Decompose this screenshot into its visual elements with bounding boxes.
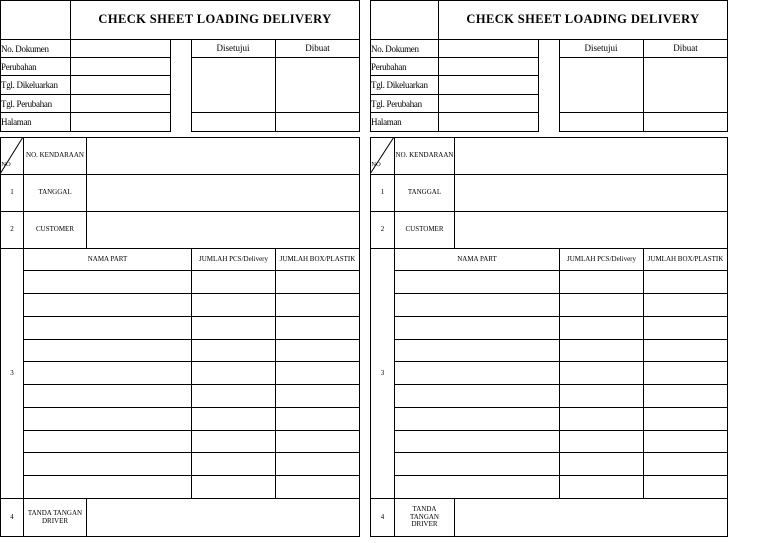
driver-signature-label: TANDA TANGAN DRIVER — [410, 504, 439, 529]
customer-field[interactable] — [87, 212, 359, 248]
approved-signature-box[interactable] — [192, 58, 275, 112]
customer-label: CUSTOMER — [36, 225, 74, 234]
part-name-header: NAMA PART — [457, 254, 497, 263]
date-field[interactable] — [455, 175, 727, 211]
pcs-per-delivery-header: JUMLAH PCS/Delivery — [566, 254, 637, 263]
driver-signature-field[interactable] — [87, 499, 359, 536]
row-number-1: 1 — [10, 188, 14, 197]
made-signature-box[interactable] — [644, 58, 727, 112]
form-title: CHECK SHEET LOADING DELIVERY — [466, 11, 700, 26]
page-label: Halaman — [1, 117, 32, 127]
vehicle-number-label: NO. KENDARAAN — [395, 151, 454, 160]
revision-label: Perubahan — [1, 61, 37, 72]
made-signature-box[interactable] — [276, 58, 359, 112]
customer-field[interactable] — [455, 212, 727, 248]
revision-label: Perubahan — [371, 61, 407, 72]
box-plastic-header: JUMLAH BOX/PLASTIK — [647, 254, 724, 263]
vehicle-number-field[interactable] — [455, 138, 727, 174]
doc-number-field[interactable] — [71, 40, 170, 57]
doc-number-field[interactable] — [439, 40, 538, 57]
row-number-4: 4 — [10, 512, 14, 521]
form-title: CHECK SHEET LOADING DELIVERY — [98, 11, 332, 26]
page-label: Halaman — [371, 117, 402, 127]
revision-date-label: Tgl. Perubahan — [371, 98, 422, 109]
made-label: Dibuat — [305, 42, 330, 53]
no-label: NO — [371, 161, 381, 169]
revision-date-label: Tgl. Perubahan — [1, 98, 52, 109]
pcs-per-delivery-header: JUMLAH PCS/Delivery — [198, 254, 269, 263]
doc-number-label: No. Dokumen — [371, 43, 419, 54]
box-plastic-header: JUMLAH BOX/PLASTIK — [279, 254, 356, 263]
made-label: Dibuat — [673, 42, 698, 53]
approved-label: Disetujui — [216, 42, 250, 53]
date-label: TANGGAL — [407, 188, 442, 197]
driver-signature-field[interactable] — [455, 499, 727, 536]
part-name-header: NAMA PART — [87, 254, 128, 263]
issue-date-label: Tgl. Dikeluarkan — [1, 80, 58, 90]
driver-signature-label: TANDA TANGAN DRIVER — [27, 508, 83, 525]
date-label: TANGGAL — [38, 188, 72, 197]
row-number-2: 2 — [10, 225, 14, 234]
issue-date-label: Tgl. Dikeluarkan — [371, 80, 428, 90]
row-number-1: 1 — [380, 188, 385, 197]
approved-signature-box[interactable] — [560, 58, 643, 112]
row-number-4: 4 — [380, 512, 385, 521]
row-number-3: 3 — [10, 368, 14, 377]
vehicle-number-label: NO. KENDARAAN — [26, 151, 84, 160]
approved-label: Disetujui — [584, 42, 618, 53]
no-label: NO — [1, 161, 11, 169]
date-field[interactable] — [87, 175, 359, 211]
row-number-2: 2 — [380, 225, 385, 234]
doc-number-label: No. Dokumen — [1, 43, 49, 54]
check-sheet-left — [0, 0, 360, 537]
row-number-3: 3 — [380, 368, 385, 377]
vehicle-number-field[interactable] — [87, 138, 359, 174]
customer-label: CUSTOMER — [405, 225, 444, 234]
check-sheet-right — [370, 0, 730, 537]
